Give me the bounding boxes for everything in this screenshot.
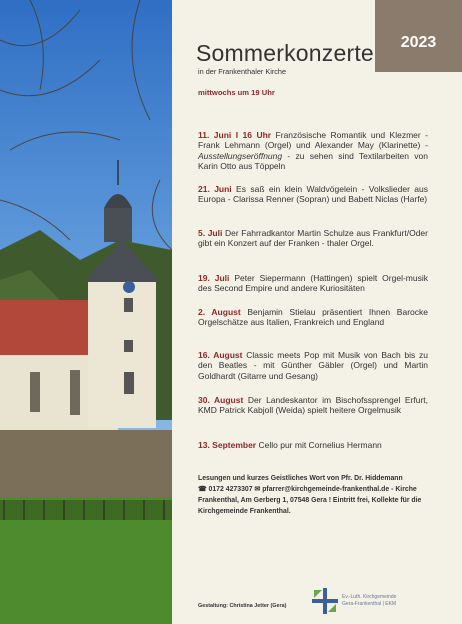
event-item	[198, 440, 428, 450]
event-text: Peter Siepermann (Hattingen) spielt Orgel-musik des Second Empire und andere Kuriositäten	[198, 273, 428, 294]
schedule-note: mittwochs um 19 Uhr	[198, 88, 275, 97]
church-logo	[312, 588, 396, 614]
event-text: Französische Romantik und Klezmer - Frank Lehmann (Orgel) und Alexander May (Klarinette) -	[198, 130, 428, 151]
church-photo	[0, 0, 172, 624]
event-text: Benjamin Stielau präsentiert Ihnen Barocke Orgelschätze aus Italien, Frankreich und England	[198, 307, 428, 328]
page-subtitle: in der Frankenthaler Kirche	[198, 67, 287, 76]
phone-icon: ☎	[198, 486, 207, 493]
event-date: 2. August	[198, 307, 241, 317]
event-text: Der Landeskantor im Bischofssprengel Erfurt, KMD Patrick Kabjoll (Weida) spielt heitere Orgelmusik	[198, 395, 429, 416]
event-date: 30. August	[198, 395, 244, 405]
event-text: Cello pur mit Cornelius Hermann	[256, 440, 382, 450]
event-date: 11. Juni I 16 Uhr	[198, 130, 272, 140]
year-badge: 2023	[375, 0, 462, 72]
event-date: 5. Juli	[198, 228, 223, 238]
footer-note	[198, 473, 430, 517]
event-item	[198, 130, 428, 172]
event-text: Der Fahrradkantor Martin Schulze aus Frankfurt/Oder gibt ein Konzert auf der Franken - thaler Orgel.	[198, 228, 428, 249]
logo-line: Ev.-Luth. Kirchgemeinde	[342, 594, 397, 600]
event-item	[198, 184, 428, 205]
event-date: 19. Juli	[198, 273, 230, 283]
event-item	[198, 273, 428, 294]
event-date: 13. September	[198, 440, 257, 450]
event-item	[198, 228, 428, 249]
event-item	[198, 395, 428, 416]
footer-line: Lesungen und kurzes Geistliches Wort von Pfr. Dr. Hiddemann	[198, 475, 403, 482]
event-text: - zu sehen sind Textilarbeiten von Karin Otto aus Töppeln	[198, 150, 428, 172]
event-date: 21. Juni	[198, 184, 232, 194]
event-item	[198, 307, 428, 328]
event-text: Es saß ein klein Waldvögelein - Volkslieder aus Europa - Clarissa Renner (Sopran) und Babett Niclas (Harfe)	[198, 184, 428, 205]
design-credit: Gestaltung: Christina Jetter (Gera)	[198, 603, 287, 609]
event-date: 16. August	[198, 350, 243, 360]
footer-line: - Kirche Frankenthal, Am Gerberg 1, 07548 Gera ! Eintritt frei, Kollekte für die Kirchgemeinde Frankenthal.	[198, 486, 422, 515]
event-text: Classic meets Pop mit Musik von Bach bis zu den Beatles - mit Günther Gäbler (Orgel) und Martin Goldhardt (Gitarre und Gesang)	[198, 350, 428, 381]
logo-line: Gera-Frankenthal | EKM	[342, 601, 397, 607]
event-highlight: Ausstellungseröffnung	[198, 150, 283, 161]
phone-number: 0172 4273307	[208, 486, 253, 493]
mail-icon: ✉	[254, 486, 261, 493]
event-item	[198, 350, 428, 381]
page-title: Sommerkonzerte	[196, 40, 374, 66]
ekm-cross-icon	[312, 588, 338, 614]
email-link[interactable]: pfarrer@kirchgemeinde-frankenthal.de	[262, 486, 390, 493]
